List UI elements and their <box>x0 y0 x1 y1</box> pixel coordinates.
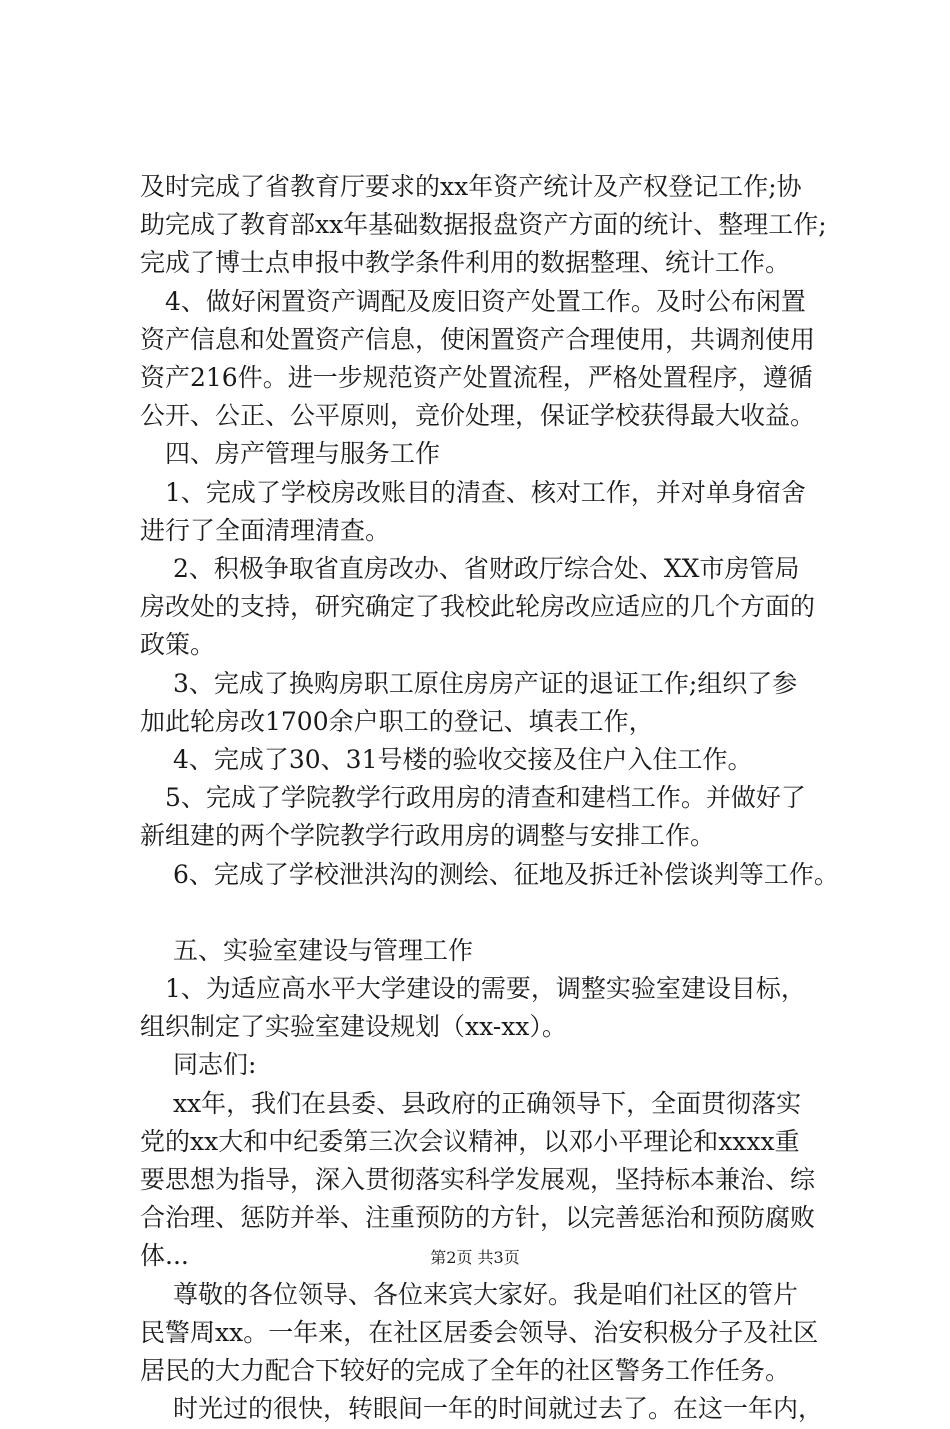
text-line: 体... <box>140 1241 189 1271</box>
text-line: 1、完成了学校房改账目的清查、核对工作，并对单身宿舍 <box>140 477 806 507</box>
text-line: 6、完成了学校泄洪沟的测绘、征地及拆迁补偿谈判等工作。 <box>140 859 839 889</box>
text-line: 1、为适应高水平大学建设的需要，调整实验室建设目标， <box>140 974 806 1004</box>
text-line: 及时完成了省教育厅要求的xx年资产统计及产权登记工作;协 <box>140 172 802 201</box>
text-line: 资产216件。进一步规范资产处置流程，严格处置程序，遵循 <box>140 363 813 393</box>
text-line: 尊敬的各位领导、各位来宾大家好。我是咱们社区的管片 <box>140 1279 798 1309</box>
text-line: 助完成了教育部xx年基础数据报盘资产方面的统计、整理工作; <box>140 210 827 240</box>
page-footer: 第2页 共3页 <box>430 1248 520 1267</box>
text-line: 4、做好闲置资产调配及废旧资产处置工作。及时公布闲置 <box>140 286 806 316</box>
text-line: 组织制定了实验室建设规划（xx-xx）。 <box>140 1012 567 1042</box>
text-line: xx年，我们在县委、县政府的正确领导下，全面贯彻落实 <box>140 1088 802 1118</box>
section-heading: 五、实验室建设与管理工作 <box>140 935 473 965</box>
text-line: 时光过的很快，转眼间一年的时间就过去了。在这一年内， <box>140 1394 823 1424</box>
text-line: 要思想为指导，深入贯彻落实科学发展观，坚持标本兼治、综 <box>140 1165 816 1195</box>
text-line: 合治理、惩防并举、注重预防的方针，以完善惩治和预防腐败 <box>140 1203 816 1233</box>
text-line: 居民的大力配合下较好的完成了全年的社区警务工作任务。 <box>140 1356 791 1386</box>
blank-line <box>140 894 846 932</box>
text-line: 政策。 <box>140 630 216 660</box>
section-heading: 四、房产管理与服务工作 <box>140 439 441 469</box>
text-line: 民警周xx。一年来，在社区居委会领导、治安积极分子及社区 <box>140 1317 819 1347</box>
text-line: 同志们: <box>140 1050 257 1080</box>
text-line: 资产信息和处置资产信息，使闲置资产合理使用，共调剂使用 <box>140 324 816 354</box>
text-line: 4、完成了30、31号楼的验收交接及住户入住工作。 <box>140 745 753 775</box>
text-line: 进行了全面清理清查。 <box>140 515 391 545</box>
document-body <box>140 168 846 1429</box>
text-line: 完成了博士点申报中教学条件利用的数据整理、统计工作。 <box>140 248 791 278</box>
text-line: 党的xx大和中纪委第三次会议精神，以邓小平理论和xxxx重 <box>140 1126 800 1156</box>
text-line: 公开、公正、公平原则，竞价处理，保证学校获得最大收益。 <box>140 401 816 431</box>
text-line: 3、完成了换购房职工原住房房产证的退证工作;组织了参 <box>140 668 798 698</box>
text-line: 房改处的支持，研究确定了我校此轮房改应适应的几个方面的 <box>140 592 816 622</box>
text-line: 新组建的两个学院教学行政用房的调整与安排工作。 <box>140 821 716 851</box>
text-line: 2、积极争取省直房改办、省财政厅综合处、XX市房管局 <box>140 554 800 584</box>
text-line: 加此轮房改1700余户职工的登记、填表工作， <box>140 706 654 736</box>
text-line: 5、完成了学院教学行政用房的清查和建档工作。并做好了 <box>140 783 806 813</box>
